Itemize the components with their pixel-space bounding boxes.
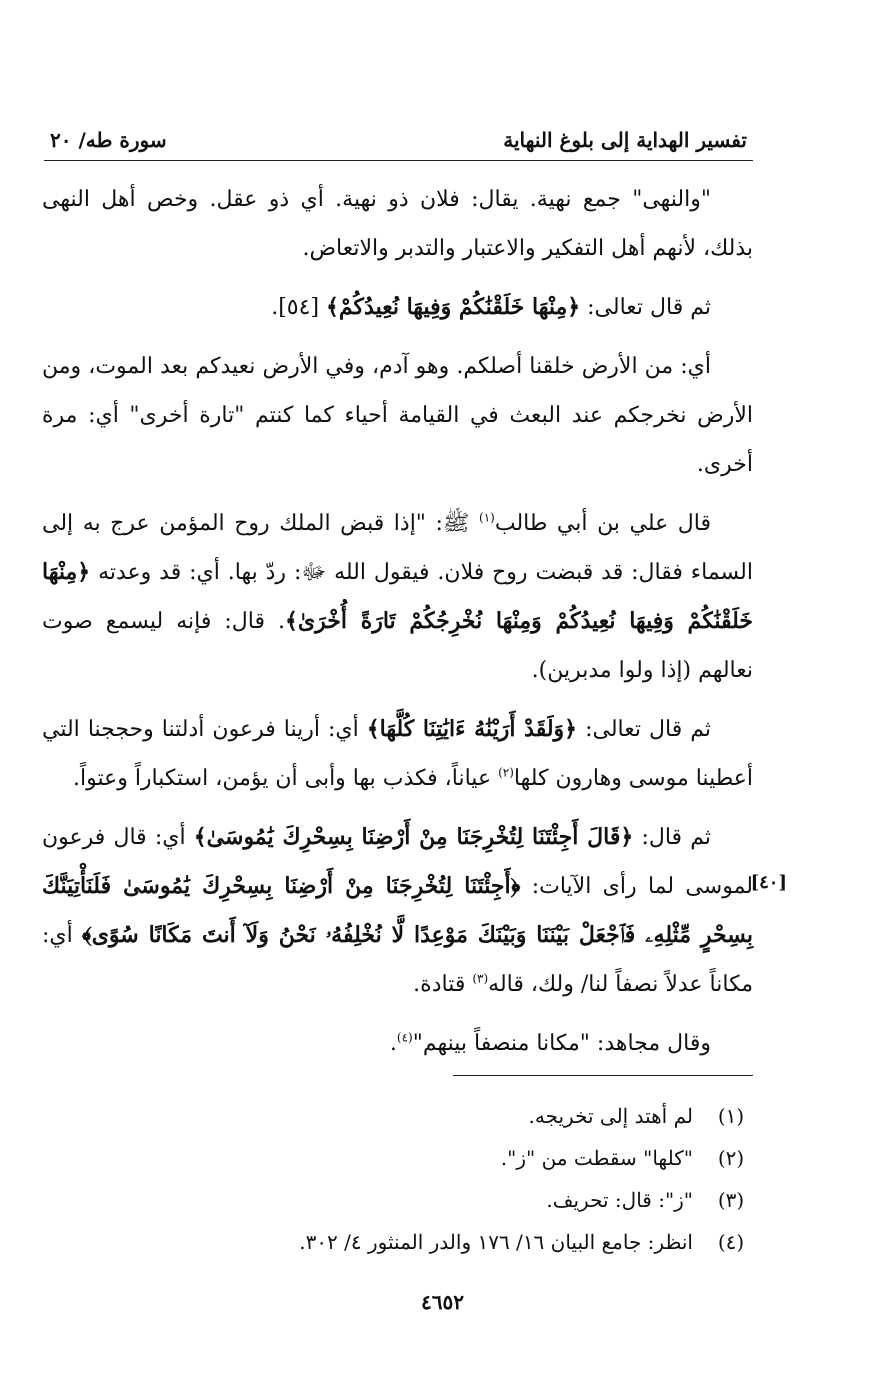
footnote-item (200, 1095, 753, 1137)
page-number: ٤٦٥٢ (421, 1290, 464, 1314)
footnote-text: لم أهتد إلى تخريجه. (528, 1104, 693, 1128)
manuscript-folio-marker: [٤٠] (750, 872, 787, 893)
footnote-item (200, 1179, 753, 1221)
footnote-text: "ز": قال: تحريف. (546, 1188, 693, 1212)
footnote-ref-1: (١) (479, 510, 495, 525)
paragraph-6 (42, 813, 753, 1009)
quran-verse: ﴿مِنْهَا خَلَقْنَٰكُمْ وَفِيهَا نُعِيدُكُمْ وَمِنْهَا نُخْرِجُكُمْ تَارَةً أُخْرَىٰ﴾ (42, 559, 753, 634)
quran-verse: ﴿مِنْهَا خَلَقْنَٰكُمْ وَفِيهَا نُعِيدُكُمْ﴾ (326, 294, 581, 320)
footnote-item (200, 1137, 753, 1179)
paragraph-6-text-c: أي: مكاناً عدلاً نصفاً لنا/ ولك، قاله (42, 923, 753, 997)
footnote-text: "كلها" سقطت من "ز". (500, 1146, 693, 1170)
surah-label: سورة طه/ ٢٠ (50, 128, 167, 152)
verse-reference: [٥٤]. (271, 295, 327, 320)
footnote-divider (453, 1075, 753, 1076)
paragraph-4-text-b: ﷺ: "إذا قبض الملك روح المؤمن عرج به إلى السماء فقال: قد قبضت روح فلان. فيقول الله ﷻ: ردّ بها. أي: قد وعدته (42, 511, 753, 585)
paragraph-5-text-b: أي: أرينا فرعون أدلتنا وحججنا التي أعطينا موسى وهارون كلها (42, 717, 753, 791)
paragraph-2-lead: ثم قال تعالى: (580, 295, 711, 320)
paragraph-6-text-a: ثم قال: (633, 825, 711, 850)
footnote-number: (٢) (717, 1146, 745, 1170)
footnote-item (200, 1221, 753, 1263)
quran-verse: ﴿قَالَ أَجِئْتَنَا لِتُخْرِجَنَا مِنْ أَرْضِنَا بِسِحْرِكَ يَٰمُوسَىٰ﴾ (193, 824, 634, 850)
paragraph-1-text: "والنهى" جمع نهية. يقال: فلان ذو نهية. أي ذو عقل. وخص أهل النهى بذلك، لأنهم أهل التفكير والاعتبار والتدبر والاتعاض. (42, 187, 753, 261)
footnote-ref-2: (٢) (498, 765, 514, 780)
footnote-ref-3: (٣) (472, 971, 489, 986)
main-text (42, 175, 753, 1078)
running-header (44, 120, 753, 161)
footnote-ref-4: (٤) (396, 1030, 413, 1045)
quran-verse: ﴿وَلَقَدْ أَرَيْنَٰهُ ءَايَٰتِنَا كُلَّهَا﴾ (366, 716, 578, 742)
footnotes (200, 1095, 753, 1263)
book-title: تفسير الهداية إلى بلوغ النهاية (503, 128, 747, 152)
footnote-number: (٣) (717, 1188, 745, 1212)
paragraph-5-text-c: عياناً، فكذب بها وأبى أن يؤمن، استكباراً وعتواً. (72, 766, 499, 791)
paragraph-4 (42, 499, 753, 695)
paragraph-4-text-a: قال علي بن أبي طالب (494, 511, 711, 536)
quran-verse: ﴿أَجِئْتَنَا لِتُخْرِجَنَا مِنْ أَرْضِنَا بِسِحْرِكَ يَٰمُوسَىٰ فَلَنَأْتِيَنَّكَ بِسِحْرٍ مِّثْلِهِۦ فَٱجْعَلْ بَيْنَنَا وَبَيْنَكَ مَوْعِدًا لَّا نُخْلِفُهُۥ نَحْنُ وَلَآ أَنتَ مَكَانًا سُوًى﴾ (42, 873, 753, 948)
paragraph-2 (42, 283, 753, 332)
paragraph-5-text-a: ثم قال تعالى: (577, 717, 711, 742)
paragraph-5 (42, 705, 753, 803)
paragraph-1 (42, 175, 753, 273)
paragraph-6-text-d: قتادة. (413, 972, 473, 997)
paragraph-3 (42, 342, 753, 489)
paragraph-4-text-c: . قال: فإنه ليسمع صوت نعالهم (إذا ولوا مدبرين). (42, 609, 753, 683)
paragraph-3-text: أي: من الأرض خلقنا أصلكم. وهو آدم، وفي الأرض نعيدكم بعد الموت، ومن الأرض نخرجكم عند البعث في القيامة أحياء كما كنتم "تارة أخرى" أي: مرة أخرى. (42, 354, 753, 477)
footnote-number: (١) (717, 1104, 745, 1128)
paragraph-7-text-a: وقال مجاهد: "مكانا منصفاً بينهم" (412, 1031, 711, 1056)
footnote-number: (٤) (717, 1230, 745, 1254)
footnote-text: انظر: جامع البيان ١٦/ ١٧٦ والدر المنثور ٤/ ٣٠٢. (299, 1230, 693, 1254)
paragraph-7 (42, 1019, 753, 1068)
paragraph-6-text-b: أي: قال فرعون لموسى لما رأى الآيات: (42, 825, 753, 899)
paragraph-7-text-b: . (389, 1031, 397, 1056)
